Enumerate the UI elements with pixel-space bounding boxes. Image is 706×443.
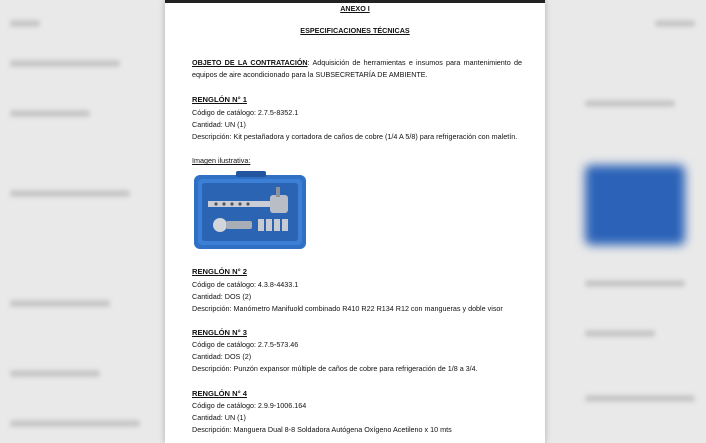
blur-shape <box>10 60 120 67</box>
item-1-catalog: Código de catálogo: 2.7.5-8352.1 <box>192 108 299 117</box>
object-text: : Adquisición de herramientas e insumos para mantenimiento de equipos de aire acondicionado para la SUBSECRETARÍA DE AMBIENTE. <box>192 58 523 79</box>
blur-shape <box>585 330 655 337</box>
blur-shape <box>10 20 40 27</box>
item-4-catalog: Código de catálogo: 2.9.9-1006.164 <box>192 401 307 410</box>
blur-shape <box>10 110 90 117</box>
blur-shape <box>585 395 695 402</box>
tool-kit-photo <box>192 171 310 253</box>
item-1-quantity: Cantidad: UN (1) <box>192 120 246 129</box>
blurred-background-left <box>0 0 165 443</box>
blur-shape <box>10 370 100 377</box>
blur-shape <box>10 420 140 427</box>
section-title: ESPECIFICACIONES TÉCNICAS <box>300 26 410 35</box>
item-3-quantity: Cantidad: DOS (2) <box>192 352 252 361</box>
item-1-description: Descripción: Kit pestañadora y cortadora de caños de cobre (1/4 A 5/8) para refrigeración con maletín. <box>192 132 518 141</box>
blur-shape <box>10 300 110 307</box>
blur-shape <box>585 165 685 245</box>
object-label: OBJETO DE LA CONTRATACIÓN <box>192 58 308 67</box>
item-2-description: Descripción: Manómetro Manifuold combinado R410 R22 R134 R12 con mangueras y doble visor <box>192 304 503 313</box>
blur-shape <box>585 100 675 107</box>
blur-shape <box>585 280 685 287</box>
page-top-edge <box>165 0 545 3</box>
object-paragraph <box>192 57 522 81</box>
blur-shape <box>10 190 130 197</box>
annex-title: ANEXO I <box>340 4 370 13</box>
image-caption: Imagen ilustrativa: <box>192 156 251 165</box>
item-1-header: RENGLÓN N° 1 <box>192 95 247 104</box>
item-4-description: Descripción: Manguera Dual 8-8 Soldadora Autógena Oxígeno Acetileno x 10 mts <box>192 425 452 434</box>
item-4-quantity: Cantidad: UN (1) <box>192 413 246 422</box>
item-3-catalog: Código de catálogo: 2.7.5-573.46 <box>192 340 299 349</box>
item-3-description: Descripción: Punzón expansor múltiple de caños de cobre para refrigeración de 1/8 a 3/4. <box>192 364 478 373</box>
document-page <box>165 0 545 443</box>
item-4-header: RENGLÓN N° 4 <box>192 389 247 398</box>
blur-shape <box>655 20 695 27</box>
item-2-quantity: Cantidad: DOS (2) <box>192 292 252 301</box>
item-3-header: RENGLÓN N° 3 <box>192 328 247 337</box>
blurred-background-right <box>545 0 706 443</box>
item-2-catalog: Código de catálogo: 4.3.8-4433.1 <box>192 280 299 289</box>
item-2-header: RENGLÓN N° 2 <box>192 267 247 276</box>
